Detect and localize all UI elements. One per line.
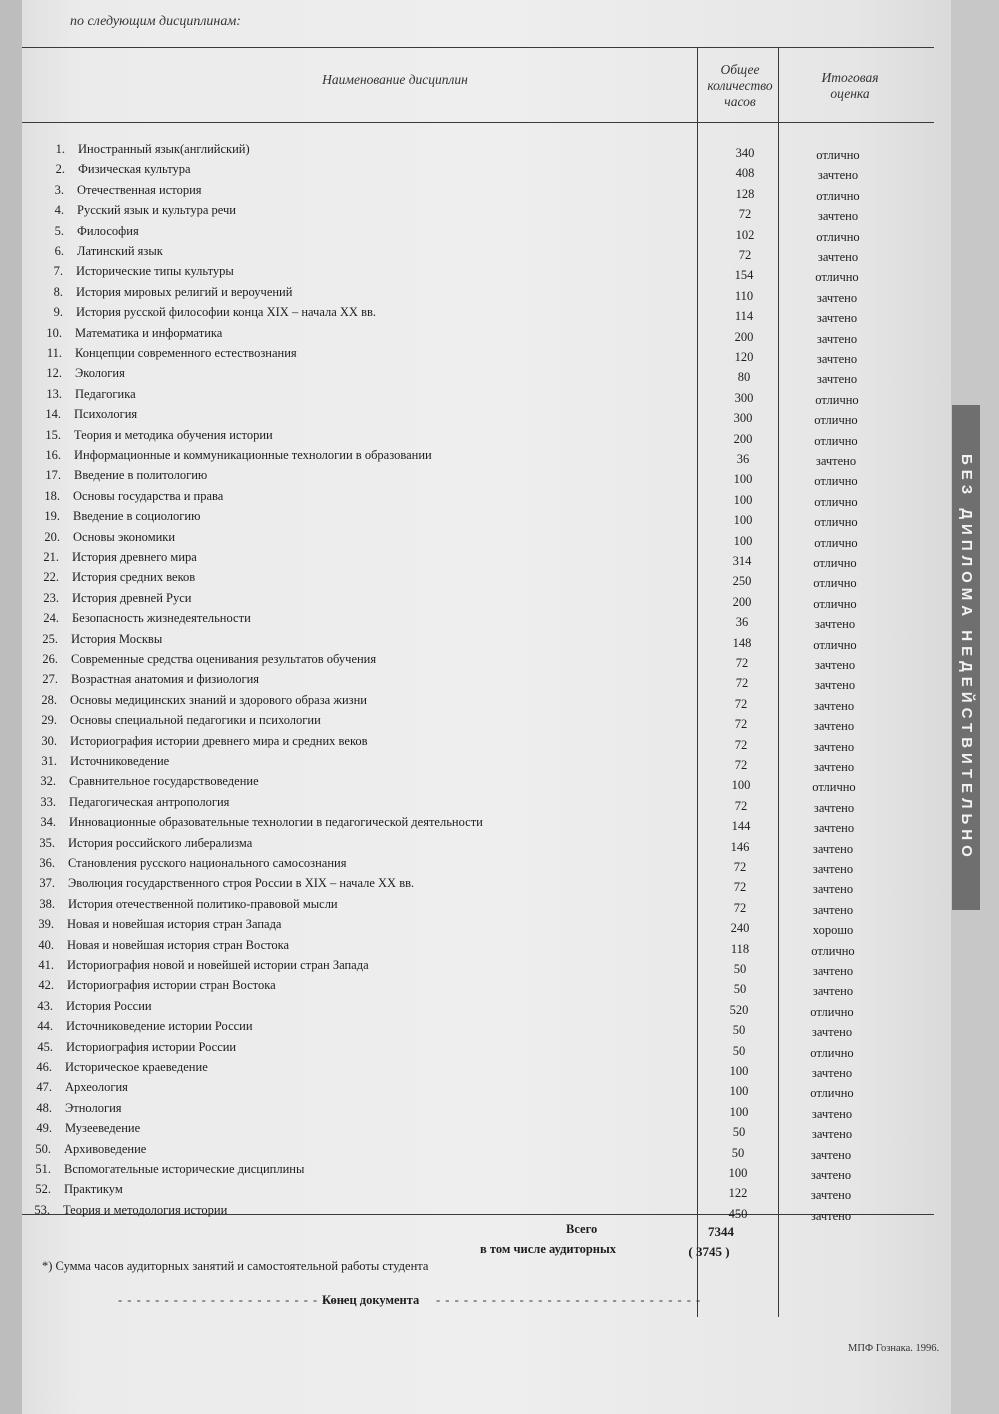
table-row [22,1203,922,1223]
discipline-name: Современные средства оценивания результатов обучения [71,652,377,666]
discipline-name: Новая и новейшая история стран Запада [67,917,282,932]
row-number: 47. [36,1080,52,1095]
row-number: 23. [43,590,59,605]
table-row [22,203,922,223]
grade-value: отлично [815,270,859,285]
discipline-name: История русской философии конца XIX – начала XX вв. [76,305,377,320]
discipline-name: История России [66,998,152,1013]
grade-value: хорошо [812,923,854,938]
grade-value: отлично [814,433,858,448]
discipline-name: Этнология [65,1100,122,1115]
grade-value: отлично [816,229,860,244]
grade-value: зачтено [812,964,854,978]
grade-value: зачтено [816,352,858,366]
table-row [22,876,922,896]
discipline-name: Русский язык и культура речи [77,203,236,218]
row-number: 8. [53,284,63,299]
grade-value: зачтено [812,984,854,999]
column-header-hours-line1: Общее [720,62,760,77]
hours-value: 120 [734,350,754,364]
row-number: 52. [35,1182,51,1197]
discipline-name: Педагогика [75,386,136,401]
grade-value: зачтено [813,800,855,815]
row-number: 7. [53,264,63,279]
column-header-name: Наименование дисциплин [322,72,468,87]
hours-value: 72 [733,880,747,895]
hours-value: 102 [735,227,755,242]
hours-value: 200 [734,329,754,344]
row-number: 48. [36,1100,52,1115]
discipline-name: Латинский язык [77,244,163,258]
hours-value: 100 [729,1104,749,1119]
discipline-name: История отечественной политико-правовой мысли [68,896,338,911]
row-number: 6. [54,244,64,258]
table-row [22,448,922,468]
auditory-label: в том числе аудиторных [480,1242,616,1256]
row-number: 32. [40,774,56,789]
discipline-name: Основы специальной педагогики и психологии [70,713,321,728]
grade-value: зачтено [812,841,854,856]
table-row [22,468,922,488]
row-number: 9. [53,305,63,320]
discipline-name: Практикум [64,1182,123,1197]
row-number: 19. [44,509,60,524]
table-row [22,530,922,550]
discipline-name: Иностранный язык(английский) [78,142,250,156]
grade-value: отлично [810,1004,854,1019]
hours-value: 50 [732,1043,746,1058]
grade-value: зачтено [813,698,855,713]
table-row [22,652,922,672]
row-number: 11. [46,346,62,360]
discipline-name: Теория и методология истории [63,1202,228,1217]
row-number: 17. [45,468,61,483]
table-row [22,999,922,1019]
table-row [22,856,922,876]
discipline-name: Информационные и коммуникационные технологии в образовании [74,448,432,462]
table-row [22,958,922,978]
hours-value: 300 [733,411,753,426]
total-label: Всего [566,1222,598,1236]
hours-value: 36 [736,452,750,466]
row-number: 16. [45,448,61,462]
row-number: 34. [40,815,56,830]
discipline-name: История российского либерализма [68,835,253,850]
top-caption: по следующим дисциплинам: [70,14,241,29]
hours-value: 100 [729,1084,749,1099]
hours-value: 340 [735,146,755,160]
hours-value: 154 [734,268,754,283]
discipline-name: Музееведение [65,1121,141,1136]
row-number: 45. [37,1039,53,1054]
table-row [22,244,922,264]
grade-value: зачтено [812,862,854,876]
discipline-name: История Москвы [71,631,163,646]
grade-value: отлично [810,1045,854,1060]
discipline-name: Историография истории древнего мира и средних веков [70,733,368,748]
discipline-name: Новая и новейшая история стран Востока [67,937,290,952]
table-row [22,1101,922,1121]
row-number: 51. [35,1162,51,1176]
end-dashes-right: - - - - - - - - - - - - - - - - - - - - - - - - - - - - - [436,1293,702,1307]
row-number: 39. [38,917,54,932]
total-hours: 7344 [708,1224,734,1239]
grade-value: зачтено [816,372,858,387]
table-row [22,774,922,794]
row-number: 35. [39,835,55,850]
row-number: 43. [37,998,53,1013]
discipline-name: Исторические типы культуры [76,264,234,279]
row-number: 20. [44,529,60,544]
grade-value: зачтено [814,617,856,632]
row-number: 40. [38,937,54,952]
grade-value: отлично [814,515,858,530]
hours-value: 100 [733,533,753,548]
hours-value: 36 [735,615,749,630]
hours-value: 300 [734,390,754,405]
table-row [22,224,922,244]
grade-value: отлично [814,413,858,428]
hours-value: 200 [733,431,753,446]
table-row [22,1019,922,1039]
row-number: 49. [36,1121,52,1136]
column-header-grade-line2: оценка [830,86,870,101]
table-row [22,142,922,162]
table-row [22,693,922,713]
discipline-name: Философия [77,223,139,238]
discipline-name: Основы государства и права [73,488,224,503]
row-number: 18. [44,488,60,503]
row-number: 42. [38,978,54,993]
grade-value: отлично [812,780,856,795]
grade-value: зачтено [816,290,858,305]
discipline-name: Психология [74,407,138,422]
table-row [22,1080,922,1100]
discipline-name: Сравнительное государствоведение [69,774,259,789]
discipline-name: Архивоведение [64,1141,147,1156]
row-number: 33. [40,794,56,809]
hours-value: 100 [733,513,753,528]
discipline-name: Историография истории России [66,1039,237,1054]
end-of-document: Конец документа [322,1293,420,1307]
discipline-name: Основы экономики [73,529,176,544]
discipline-name: Источниковедение истории России [66,1019,253,1034]
hours-value: 72 [734,737,748,752]
grade-value: зачтено [810,1147,852,1162]
grade-value: зачтено [814,658,856,672]
row-number: 26. [42,652,58,666]
table-row [22,428,922,448]
discipline-name: Отечественная история [77,182,202,197]
row-number: 44. [37,1019,53,1034]
discipline-name: Основы медицинских знаний и здорового образа жизни [70,692,367,707]
discipline-name: История древней Руси [72,590,192,605]
table-row [22,1040,922,1060]
table-row [22,795,922,815]
end-dashes-left: - - - - - - - - - - - - - - - - - - - - - - - - - [118,1293,347,1307]
row-number: 22. [43,570,59,585]
row-number: 12. [46,366,62,381]
hours-value: 250 [732,574,752,589]
table-row [22,1121,922,1141]
table-row [22,734,922,754]
discipline-name: Становления русского национального самосознания [68,856,347,870]
grade-value: зачтено [816,331,858,346]
grade-value: зачтено [817,209,859,224]
table-row [22,1142,922,1162]
hours-value: 50 [731,1145,745,1160]
row-number: 46. [36,1060,52,1074]
hours-value: 100 [729,1064,749,1078]
table-row [22,978,922,998]
grade-value: зачтено [817,250,859,264]
table-row [22,366,922,386]
row-number: 31. [41,754,57,768]
hours-value: 80 [737,370,751,385]
grade-value: зачтено [812,902,854,917]
hours-value: 520 [729,1002,749,1017]
discipline-name: Концепции современного естествознания [75,346,297,360]
hours-value: 110 [734,288,754,303]
grade-value: зачтено [812,882,854,897]
column-header-hours-line2: количество [707,78,773,93]
hours-value: 72 [735,656,749,670]
header-top-rule [22,47,934,48]
row-number: 28. [41,692,57,707]
row-number: 13. [46,386,62,401]
side-stamp-strip [952,405,980,910]
row-number: 2. [55,162,65,177]
discipline-name: Археология [65,1080,128,1095]
hours-value: 72 [733,860,747,874]
table-row [22,611,922,631]
hours-value: 72 [733,900,747,915]
grade-value: отлично [811,943,855,958]
hours-value: 50 [733,982,747,997]
hours-value: 146 [730,839,750,854]
grade-value: зачтено [810,1188,852,1203]
row-number: 38. [39,896,55,911]
hours-value: 200 [732,594,752,609]
hours-value: 72 [735,676,749,691]
table-row [22,489,922,509]
hours-value: 72 [734,696,748,711]
hours-value: 100 [733,472,753,487]
header-bottom-rule [22,122,934,123]
discipline-name: История древнего мира [72,550,197,564]
discipline-name: Инновационные образовательные технологии в педагогической деятельности [69,815,483,830]
table-row [22,285,922,305]
hours-value: 100 [733,492,753,507]
discipline-name: История средних веков [72,570,196,585]
row-number: 29. [41,713,57,728]
table-row [22,550,922,570]
table-row [22,346,922,366]
table-row [22,1162,922,1182]
hours-value: 50 [733,962,747,976]
hours-value: 114 [734,309,754,324]
grade-value: отлично [816,188,860,203]
row-number: 41. [38,958,54,972]
hours-value: 408 [735,166,755,181]
grade-value: отлично [814,494,858,509]
grade-value: зачтено [811,1127,853,1142]
row-number: 1. [55,142,65,156]
table-row [22,591,922,611]
grade-value: зачтено [811,1066,853,1080]
table-row [22,509,922,529]
hours-value: 148 [732,635,752,650]
table-row [22,183,922,203]
grade-value: отлично [813,637,857,652]
discipline-name: Источниковедение [70,754,170,768]
table-row [22,162,922,182]
table-row [22,1060,922,1080]
grade-value: зачтено [816,311,858,326]
auditory-hours: ( 3745 ) [688,1244,730,1259]
grade-value: отлично [813,576,857,591]
hours-value: 50 [732,1125,746,1140]
discipline-name: Теория и методика обучения истории [74,427,273,442]
column-header-grade [790,70,910,102]
discipline-name: Введение в социологию [73,509,201,524]
row-number: 25. [42,631,58,646]
row-number: 37. [39,876,55,891]
table-row [22,387,922,407]
hours-value: 122 [728,1186,748,1201]
hours-value: 72 [734,717,748,732]
grade-value: отлично [813,596,857,611]
table-row [22,305,922,325]
table-row [22,815,922,835]
row-number: 21. [43,550,59,564]
grade-value: зачтено [813,821,855,836]
row-number: 15. [45,427,61,442]
grade-value: отлично [814,474,858,489]
table-row [22,407,922,427]
side-stamp-text: БЕЗ ДИПЛОМА НЕДЕЙСТВИТЕЛЬНО [958,453,975,862]
grade-value: зачтено [815,454,857,468]
discipline-name: Историческое краеведение [65,1060,208,1074]
hours-value: 314 [732,554,752,568]
table-row [22,938,922,958]
discipline-name: История мировых религий и вероучений [76,284,293,299]
row-number: 5. [54,223,64,238]
grade-value: зачтено [810,1168,852,1182]
footnote: *) Сумма часов аудиторных занятий и самостоятельной работы студента [42,1259,429,1273]
hours-value: 72 [738,248,752,262]
hours-value: 128 [735,186,755,201]
row-number: 53. [34,1202,50,1217]
grade-value: зачтено [814,678,856,693]
hours-value: 100 [728,1166,748,1180]
discipline-name: Безопасность жизнедеятельности [72,611,251,626]
grade-value: зачтено [813,719,855,734]
grade-value: зачтено [813,760,855,774]
row-number: 3. [54,182,64,197]
discipline-name: Экология [75,366,125,381]
table-row [22,713,922,733]
row-number: 10. [46,325,62,340]
table-row [22,672,922,692]
publisher-mark: МПФ Гознака. 1996. [848,1343,940,1354]
grade-value: зачтено [811,1106,853,1121]
discipline-name: Математика и информатика [75,325,223,340]
discipline-name: Историография новой и новейшей истории стран Запада [67,958,369,972]
grade-value: отлично [814,535,858,550]
table-row [22,632,922,652]
table-row [22,836,922,856]
hours-value: 72 [738,207,752,222]
table-row [22,897,922,917]
hours-value: 72 [734,798,748,813]
row-number: 24. [43,611,59,626]
hours-value: 50 [732,1023,746,1038]
row-number: 4. [54,203,64,218]
discipline-name: Педагогическая антропология [69,794,230,809]
column-header-hours [702,62,778,110]
discipline-name: Введение в политологию [74,468,208,483]
column-header-hours-line3: часов [724,94,756,109]
row-number: 27. [42,672,58,687]
discipline-name: Физическая культура [78,162,191,177]
grade-value: отлично [813,556,857,570]
table-row [22,264,922,284]
table-row [22,754,922,774]
hours-value: 144 [731,819,751,834]
discipline-name: Эволюция государственного строя России в XIX – начале XX вв. [68,876,415,891]
grade-value: зачтено [813,739,855,754]
hours-value: 100 [731,778,751,793]
grade-value: зачтено [811,1025,853,1040]
grade-value: отлично [815,392,859,407]
hours-value: 72 [734,758,748,772]
grade-value: отлично [816,148,860,162]
row-number: 14. [45,407,61,422]
table-row [22,917,922,937]
grade-value: зачтено [810,1208,852,1223]
row-number: 36. [39,856,55,870]
hours-value: 118 [730,941,750,956]
hours-value: 240 [730,921,750,936]
hours-value: 450 [728,1206,748,1221]
discipline-name: Возрастная анатомия и физиология [71,672,260,687]
table-row [22,1182,922,1202]
discipline-name: Историография истории стран Востока [67,978,276,993]
grade-value: зачтено [817,168,859,183]
discipline-name: Вспомогательные исторические дисциплины [64,1162,305,1176]
table-row [22,326,922,346]
row-number: 50. [35,1141,51,1156]
grade-value: отлично [810,1086,854,1101]
table-row [22,570,922,590]
column-header-grade-line1: Итоговая [821,70,879,85]
row-number: 30. [41,733,57,748]
